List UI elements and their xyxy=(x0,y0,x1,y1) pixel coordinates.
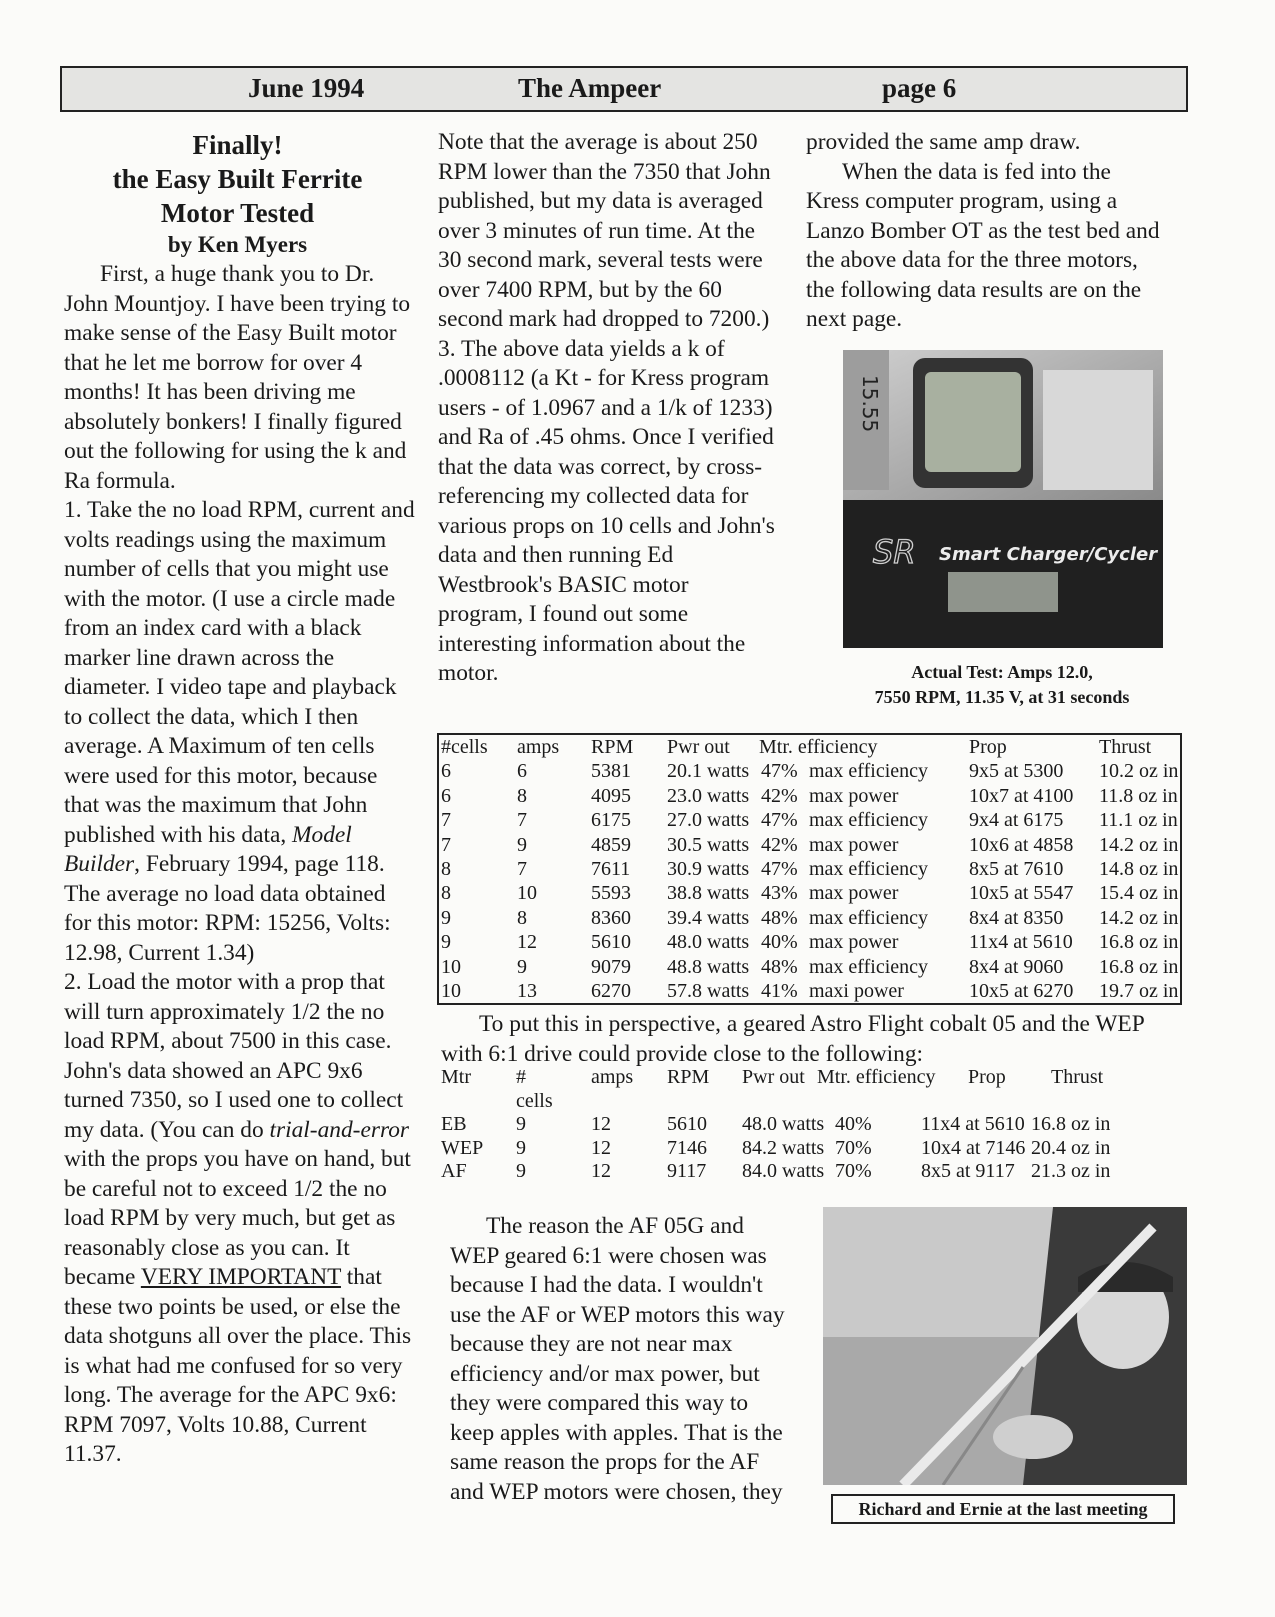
table-cell: max efficiency xyxy=(809,955,929,978)
table-cell: 7 xyxy=(517,857,527,880)
table-cell: 8x5 at 9117 xyxy=(921,1160,1015,1182)
text-run: , February 1994, page 118. The average no load data obtained for this motor: RPM: 15256, Volts: 12.98, Current 1.34) xyxy=(64,851,391,966)
paragraph: Note that the average is about 250 RPM lower than the 7350 that John published, but my data is averaged over 3 minutes of run time. At the 30 second mark, several tests were over 7400 RPM, but by the 60 second mark had dropped to 7200.) xyxy=(438,129,771,332)
table-cell: 10 xyxy=(517,882,537,905)
underlined-phrase: VERY IMPORTANT xyxy=(140,1264,341,1290)
table-cell: 4095 xyxy=(591,784,631,807)
column-header: amps xyxy=(517,736,560,758)
table-cell: max power xyxy=(809,931,899,954)
perspective-paragraph xyxy=(441,1010,1181,1069)
table-cell: 5610 xyxy=(591,931,631,954)
column-2 xyxy=(438,128,778,689)
column-header: Pwr out xyxy=(742,1066,805,1088)
newsletter-title: The Ampeer xyxy=(518,73,662,103)
table-cell: 8360 xyxy=(591,906,631,929)
article-title xyxy=(60,128,415,260)
table-row xyxy=(439,930,1180,954)
table-cell: 47% xyxy=(761,809,798,832)
table-cell: 7 xyxy=(441,833,451,856)
table-cell: 7611 xyxy=(591,857,631,880)
table-cell: 6270 xyxy=(591,979,631,1002)
column-header: RPM xyxy=(591,736,634,758)
table-cell: 7 xyxy=(517,809,527,832)
table-cell: 10x6 at 4858 xyxy=(969,833,1074,856)
table-header-row xyxy=(441,1066,1181,1090)
table-cell: 30.9 watts xyxy=(667,857,750,880)
table-cell: 47% xyxy=(761,857,798,880)
meeting-photo-caption xyxy=(831,1494,1175,1524)
table-cell: 47% xyxy=(761,760,798,783)
column-header: cells xyxy=(516,1089,553,1112)
table-cell: 42% xyxy=(761,784,798,807)
title-line-2: the Easy Built Ferrite xyxy=(112,164,363,194)
text-run: 2. Load the motor with a prop that will turn approximately 1/2 the no load RPM, about 7500 in this case. John's data showed an APC 9x6 turned 7350, so I used one to collect my data. (You can do xyxy=(64,969,404,1143)
table-cell: 15.4 oz in xyxy=(1099,882,1179,905)
table-cell: 16.8 oz in xyxy=(1099,931,1179,954)
table-cell: 7 xyxy=(441,809,451,832)
table-cell: 12 xyxy=(591,1136,611,1159)
column-header: # xyxy=(516,1066,526,1088)
table-body xyxy=(439,759,1180,1003)
table-row xyxy=(439,906,1180,930)
table-cell: 43% xyxy=(761,882,798,905)
text-run: that these two points be used, or else the data shotguns all over the place. This is what had me confused for so very long. The average for the APC 9x6: RPM 7097, Volts 10.88, Current 11.37. xyxy=(64,1264,412,1467)
table-cell: 4859 xyxy=(591,833,631,856)
table-cell: 9 xyxy=(517,955,527,978)
newsletter-header xyxy=(60,66,1188,112)
text-run: 1. Take the no load RPM, current and volts readings using the maximum number of cells that you might use with the motor. (I use a circle made from an index card with a black marker line drawn across the diameter. I video tape and playback to collect the data, which I then average. A Maximum of ten cells were used for this motor, because that was the maximum that John published with his data, xyxy=(64,497,415,848)
table-cell: 30.5 watts xyxy=(667,833,750,856)
column-header: Mtr. efficiency xyxy=(759,736,878,758)
column-2-bottom xyxy=(450,1212,795,1507)
table-cell: 41% xyxy=(761,979,798,1002)
table-cell: 20.4 oz in xyxy=(1031,1136,1111,1159)
table-cell: maxi power xyxy=(809,979,904,1002)
table-cell: 19.7 oz in xyxy=(1099,979,1179,1002)
column-header: RPM xyxy=(667,1066,710,1088)
column-header: Thrust xyxy=(1051,1066,1104,1088)
column-header: Prop xyxy=(969,736,1007,758)
table-cell: 21.3 oz in xyxy=(1031,1160,1111,1182)
table-cell: EB xyxy=(441,1113,467,1135)
table-cell: 11.1 oz in xyxy=(1099,809,1178,832)
table-cell: 5381 xyxy=(591,760,631,783)
table-cell: 39.4 watts xyxy=(667,906,750,929)
table-cell: 48.8 watts xyxy=(667,955,750,978)
table-cell: 6 xyxy=(441,760,451,783)
table-cell: 20.1 watts xyxy=(667,760,750,783)
table-cell: 8 xyxy=(441,857,451,880)
table-row xyxy=(439,833,1180,857)
caption-line-1: Actual Test: Amps 12.0, xyxy=(911,662,1093,682)
table-cell: 8x5 at 7610 xyxy=(969,857,1064,880)
charger-illustration xyxy=(843,350,1163,648)
table-cell: 48% xyxy=(761,906,798,929)
table-cell: 9 xyxy=(441,931,451,954)
text-run: To put this in perspective, a geared Astro Flight cobalt 05 and the WEP with 6:1 drive could provide close to the following: xyxy=(441,1011,1144,1067)
table-cell: 9079 xyxy=(591,955,631,978)
table-cell: 12 xyxy=(517,931,537,954)
charger-brand-label: Smart Charger/Cycler xyxy=(939,544,1158,565)
table-header-row-2 xyxy=(441,1090,1181,1114)
table-cell: 9117 xyxy=(667,1160,707,1182)
table-cell: 6 xyxy=(441,784,451,807)
table-cell: max power xyxy=(809,784,899,807)
table-cell: 8x4 at 9060 xyxy=(969,955,1064,978)
table-cell: 10 xyxy=(441,955,461,978)
table-cell: 7146 xyxy=(667,1136,707,1159)
table-cell: max efficiency xyxy=(809,906,929,929)
table-row xyxy=(439,955,1180,979)
table-cell: 14.2 oz in xyxy=(1099,906,1179,929)
text-run: with the props you have on hand, but be careful not to exceed 1/2 the no load RPM by very much, but get as reasonably close as you can. It became xyxy=(64,1146,411,1290)
paragraph: When the data is fed into the Kress computer program, using a Lanzo Bomber OT as the test bed and the above data for the three motors, the following data results are on the next page. xyxy=(806,158,1160,332)
table-cell: 40% xyxy=(835,1113,872,1135)
table-cell: 42% xyxy=(761,833,798,856)
table-cell: WEP xyxy=(441,1136,484,1159)
caption-line-2: 7550 RPM, 11.35 V, at 31 seconds xyxy=(874,687,1130,707)
table-cell: 12 xyxy=(591,1160,611,1182)
title-line-1: Finally! xyxy=(192,130,283,160)
meter-display-readout: 15.55 xyxy=(858,375,882,433)
table-cell: 40% xyxy=(761,931,798,954)
table-cell: 16.8 oz in xyxy=(1031,1113,1111,1135)
table-cell: 9 xyxy=(517,833,527,856)
charger-logo: SR xyxy=(873,533,916,571)
paragraph-step-2 xyxy=(64,968,416,1470)
table-cell: 6175 xyxy=(591,809,631,832)
table-cell: max power xyxy=(809,882,899,905)
table-cell: 16.8 oz in xyxy=(1099,955,1179,978)
table-cell: 10.2 oz in xyxy=(1099,760,1179,783)
table-cell: 8 xyxy=(517,784,527,807)
table-cell: max efficiency xyxy=(809,857,929,880)
table-cell: 23.0 watts xyxy=(667,784,750,807)
table-row xyxy=(441,1113,1181,1137)
paragraph: The reason the AF 05G and WEP geared 6:1 were chosen was because I had the data. I wouldn't use the AF or WEP motors this way because they are not near max efficiency and/or max power, but they were compared this way to keep apples with apples. That is the same reason the props for the AF and WEP motors were chosen, they xyxy=(450,1213,785,1505)
table-cell: 57.8 watts xyxy=(667,979,750,1002)
paragraph: First, a huge thank you to Dr. John Mountjoy. I have been trying to make sense of the Easy Built motor that he let me borrow for over 4 months! It has been driving me absolutely bonkers! I finally figured out the following for using the k and Ra formula. xyxy=(64,261,411,494)
table-cell: 10 xyxy=(441,979,461,1002)
table-cell: 38.8 watts xyxy=(667,882,750,905)
table-header-row xyxy=(439,735,1180,759)
table-row xyxy=(439,881,1180,905)
column-3 xyxy=(806,128,1161,335)
magazine-title: Model Builder xyxy=(64,821,352,877)
table-cell: 48% xyxy=(761,955,798,978)
comparison-table xyxy=(441,1066,1181,1184)
table-cell: 27.0 watts xyxy=(667,809,750,832)
table-row xyxy=(439,857,1180,881)
table-cell: 11x4 at 5610 xyxy=(969,931,1073,954)
table-cell: 8 xyxy=(517,906,527,929)
column-header: Pwr out xyxy=(667,736,730,758)
table-cell: 10x7 at 4100 xyxy=(969,784,1074,807)
caption-text: Richard and Ernie at the last meeting xyxy=(858,1499,1148,1519)
table-cell: 9 xyxy=(516,1160,526,1182)
table-cell: 10x4 at 7146 xyxy=(921,1136,1026,1159)
table-cell: 10x5 at 5547 xyxy=(969,882,1074,905)
table-cell: 48.0 watts xyxy=(667,931,750,954)
table-cell: 14.8 oz in xyxy=(1099,857,1179,880)
column-header: Mtr. efficiency xyxy=(817,1066,936,1088)
table-cell: 48.0 watts xyxy=(742,1113,825,1135)
paragraph-step-3: 3. The above data yields a k of .0008112 (a Kt - for Kress program users - of 1.0967 and a 1/k of 1233) and Ra of .45 ohms. Once I verified that the data was correct, by cross-referencing my collected data for various props on 10 cells and John's data and then running Ed Westbrook's BASIC motor program, I found out some interesting information about the motor. xyxy=(438,335,775,686)
table-cell: 13 xyxy=(517,979,537,1002)
meeting-illustration xyxy=(823,1207,1187,1485)
table-cell: 9 xyxy=(441,906,451,929)
table-cell: 11x4 at 5610 xyxy=(921,1113,1025,1135)
table-row xyxy=(439,784,1180,808)
table-cell: 6 xyxy=(517,760,527,783)
table-cell: 70% xyxy=(835,1160,872,1182)
table-cell: max efficiency xyxy=(809,809,929,832)
table-cell: 12 xyxy=(591,1113,611,1135)
column-header: #cells xyxy=(441,736,488,758)
table-cell: 84.2 watts xyxy=(742,1136,825,1159)
charger-photo-caption xyxy=(818,660,1186,710)
table-cell: max efficiency xyxy=(809,760,929,783)
column-header: Thrust xyxy=(1099,736,1152,758)
table-cell: 9x4 at 6175 xyxy=(969,809,1064,832)
meeting-photo xyxy=(823,1207,1187,1485)
page-number: page 6 xyxy=(882,73,957,103)
table-cell: max power xyxy=(809,833,899,856)
table-body xyxy=(441,1113,1181,1184)
table-row xyxy=(439,759,1180,783)
table-cell: 9x5 at 5300 xyxy=(969,760,1064,783)
motor-data-table xyxy=(437,733,1182,1005)
table-cell: 9 xyxy=(516,1113,526,1135)
table-cell: AF xyxy=(441,1160,467,1182)
table-row xyxy=(439,808,1180,832)
table-cell: 8 xyxy=(441,882,451,905)
column-1 xyxy=(64,128,416,1470)
column-header: Prop xyxy=(968,1066,1006,1088)
issue-date: June 1994 xyxy=(248,73,365,103)
table-cell: 5610 xyxy=(667,1113,707,1135)
table-cell: 84.0 watts xyxy=(742,1160,825,1182)
table-row xyxy=(439,979,1180,1003)
table-cell: 10x5 at 6270 xyxy=(969,979,1074,1002)
column-header: Mtr xyxy=(441,1066,471,1088)
charger-photo xyxy=(843,350,1163,648)
paragraph-step-1 xyxy=(64,496,416,968)
table-cell: 9 xyxy=(516,1136,526,1159)
table-cell: 70% xyxy=(835,1136,872,1159)
byline: by Ken Myers xyxy=(167,232,308,257)
table-cell: 5593 xyxy=(591,882,631,905)
table-cell: 14.2 oz in xyxy=(1099,833,1179,856)
table-row xyxy=(441,1160,1181,1184)
title-line-3: Motor Tested xyxy=(160,198,315,228)
italic-phrase: trial-and-error xyxy=(269,1116,409,1143)
table-cell: 11.8 oz in xyxy=(1099,784,1178,807)
table-cell: 8x4 at 8350 xyxy=(969,906,1064,929)
paragraph: provided the same amp draw. xyxy=(806,129,1081,155)
column-header: amps xyxy=(591,1066,634,1088)
table-row xyxy=(441,1137,1181,1161)
